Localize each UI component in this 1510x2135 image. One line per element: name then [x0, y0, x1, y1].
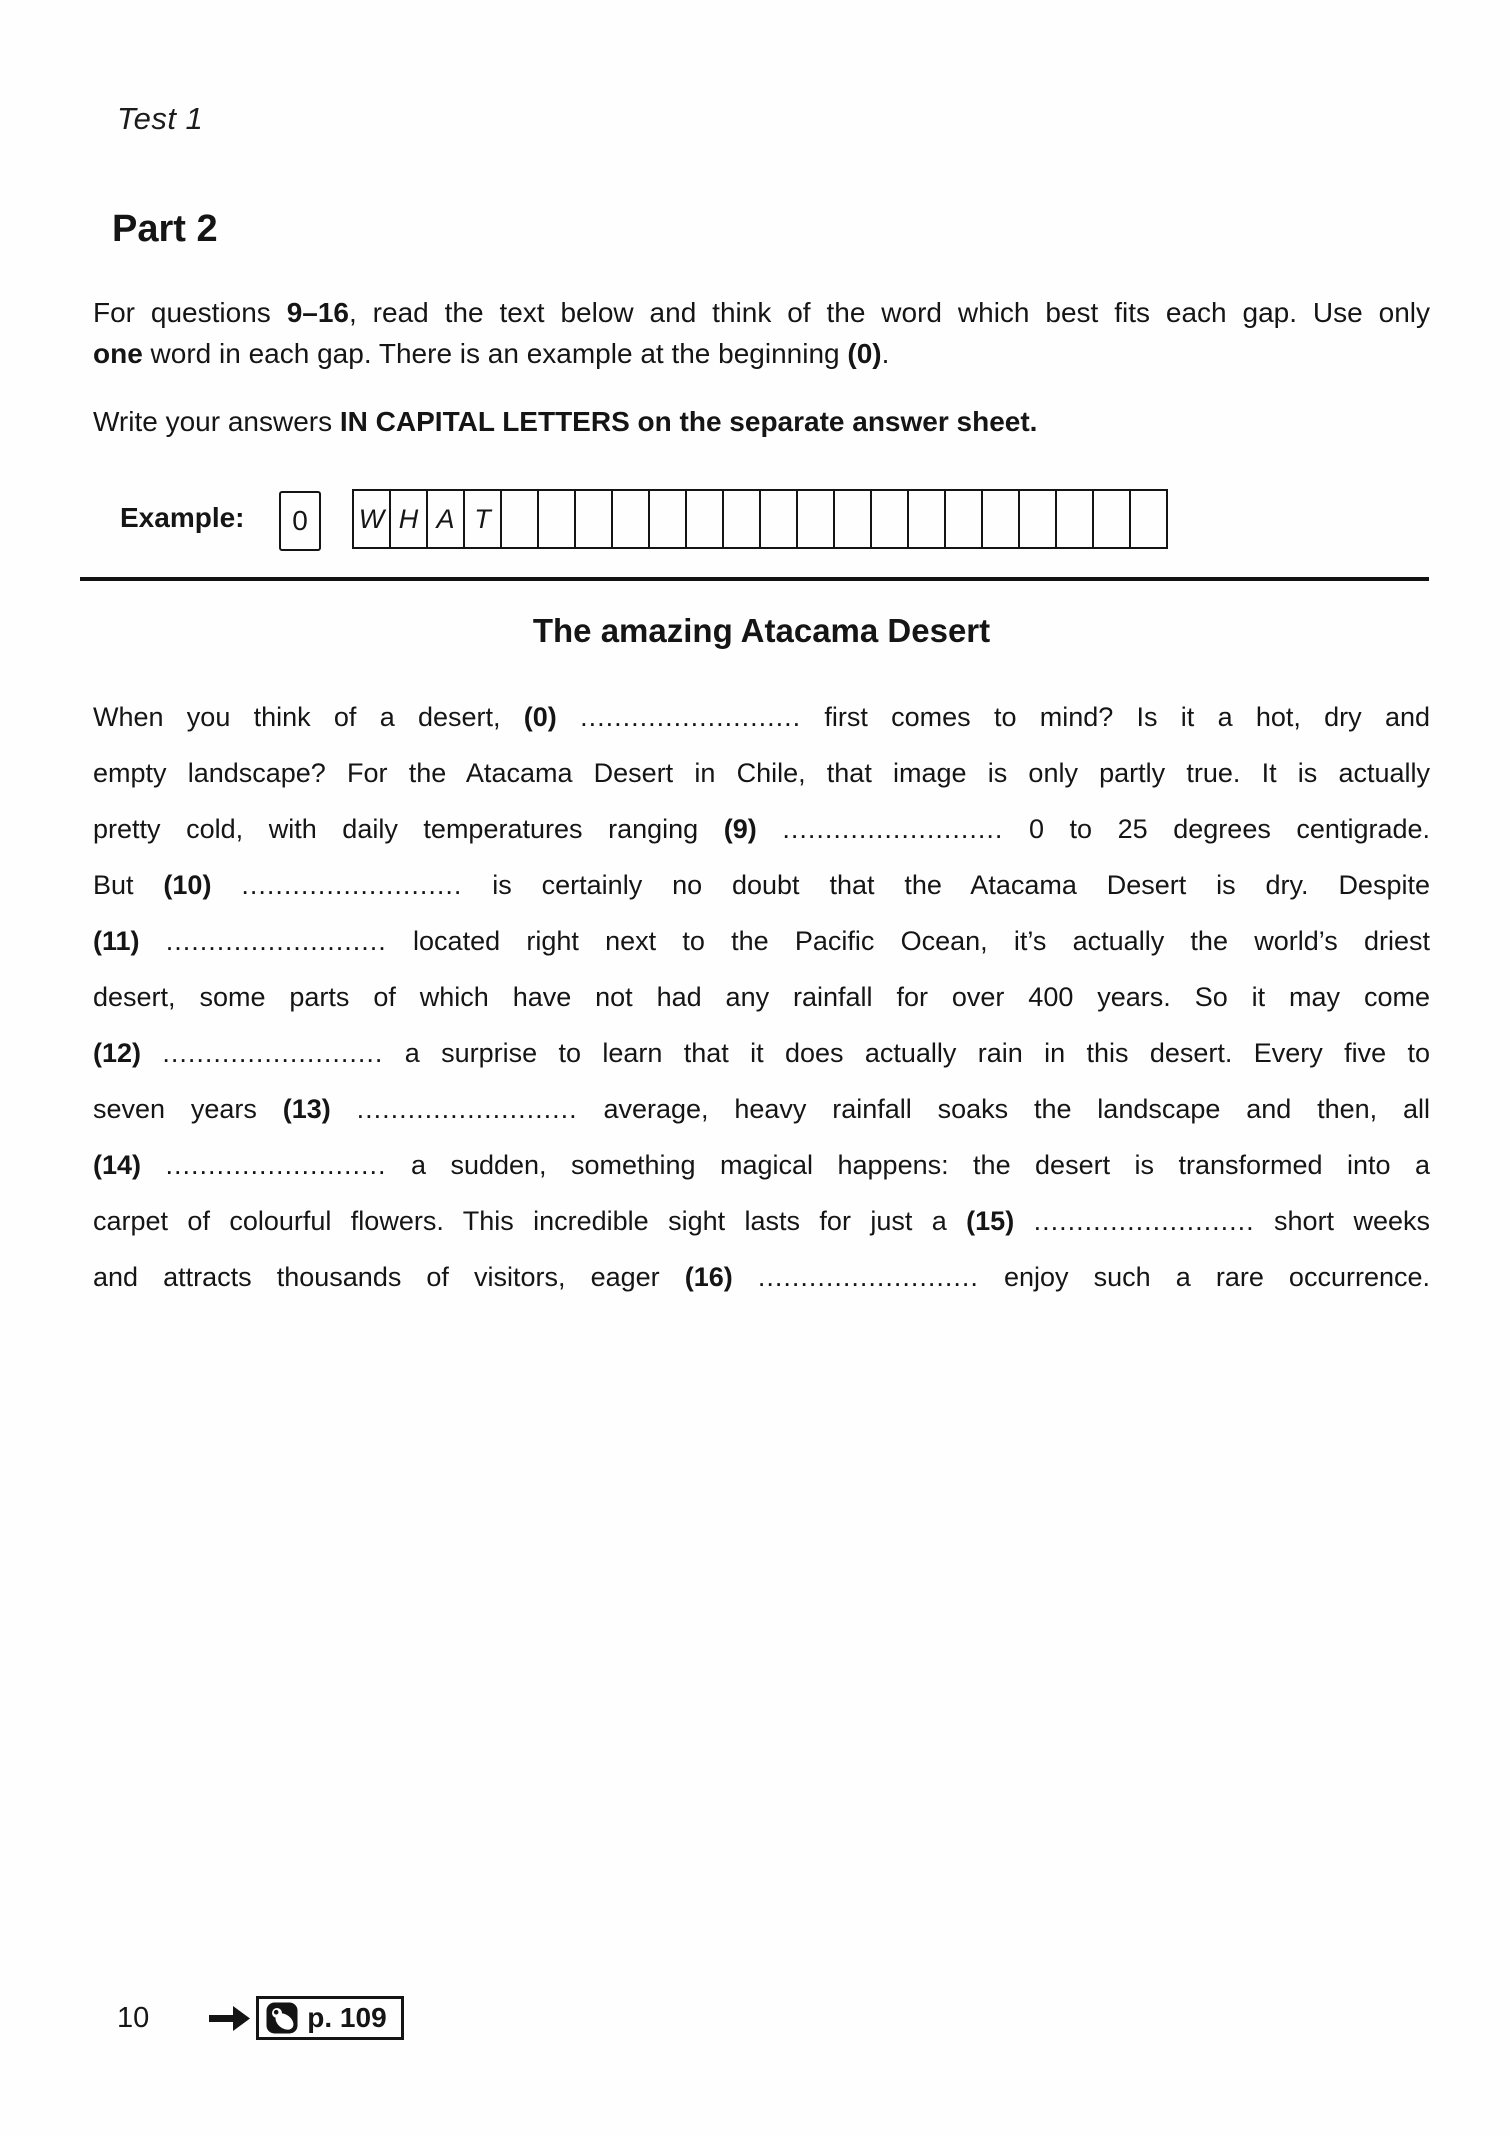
answer-key-reference: [256, 1996, 403, 2040]
answer-grid: [352, 489, 1168, 549]
bold-text: (11): [93, 926, 140, 956]
answer-gap: ..........................: [782, 814, 1004, 844]
answer-gap: ..........................: [1033, 1206, 1255, 1236]
text: Write your answers: [93, 406, 340, 437]
text: [331, 1094, 357, 1124]
text: 0 to 25 degrees centigrade.: [1003, 814, 1430, 844]
instructions-line: [93, 333, 1430, 374]
text: a surprise to learn that it does actually rain in this desert. Every five to: [383, 1038, 1430, 1068]
text: [140, 926, 166, 956]
passage-line: [93, 745, 1430, 801]
bold-text: (13): [282, 1094, 331, 1124]
instructions: [93, 292, 1430, 374]
answer-gap: ..........................: [757, 1262, 979, 1292]
passage-line: [93, 1193, 1430, 1249]
text: For questions: [93, 297, 287, 328]
answer-cell: [537, 489, 576, 549]
text: enjoy such a rare occurrence.: [978, 1262, 1430, 1292]
text: .: [881, 338, 890, 369]
text: [757, 814, 783, 844]
arrow-right-icon: [207, 2004, 251, 2032]
answer-sheet-instruction: [93, 406, 1430, 438]
test-header: Test 1: [117, 101, 204, 136]
answer-cell: [1129, 489, 1168, 549]
page-footer: [117, 1996, 404, 2040]
bold-text: (15): [966, 1206, 1015, 1236]
passage-body: [93, 689, 1430, 1305]
text: average, heavy rainfall soaks the landscape and then, all: [577, 1094, 1430, 1124]
text: carpet of colourful flowers. This incredible sight lasts for just a: [93, 1206, 967, 1236]
answer-cell: H: [389, 489, 428, 549]
bold-text: (9): [723, 814, 757, 844]
example-label: Example:: [120, 502, 245, 533]
passage-line: [93, 969, 1430, 1025]
passage-line: [93, 1025, 1430, 1081]
example-row: [0, 487, 1510, 557]
text: seven years: [93, 1094, 283, 1124]
bold-text: (14): [93, 1150, 142, 1180]
answer-cell: A: [426, 489, 465, 549]
passage-line: [93, 1249, 1430, 1305]
text: [141, 1038, 162, 1068]
example-number-box: 0: [279, 491, 321, 551]
answer-cell: [796, 489, 835, 549]
answer-cell: [500, 489, 539, 549]
bold-text: (16): [684, 1262, 733, 1292]
answer-cell: [1092, 489, 1131, 549]
text: , read the text below and think of the word which best fits each gap. Use only: [348, 297, 1431, 328]
answer-cell: [685, 489, 724, 549]
text: [141, 1150, 165, 1180]
text: [211, 870, 241, 900]
text: When you think of a desert,: [93, 702, 524, 732]
bold-text: (0): [523, 702, 557, 732]
answer-cell: [1018, 489, 1057, 549]
text: [733, 1262, 758, 1292]
answer-cell: [574, 489, 613, 549]
text: first comes to mind? Is it a hot, dry and: [801, 702, 1430, 732]
answer-gap: ..........................: [241, 870, 463, 900]
answer-gap: ..........................: [165, 1150, 387, 1180]
passage-line: [93, 801, 1430, 857]
answer-cell: [833, 489, 872, 549]
text: empty landscape? For the Atacama Desert in Chile, that image is only partly true. It is actually: [93, 758, 1430, 788]
answer-cell: [722, 489, 761, 549]
text: is certainly no doubt that the Atacama Desert is dry. Despite: [462, 870, 1430, 900]
text: located right next to the Pacific Ocean, it’s actually the world’s driest: [386, 926, 1430, 956]
part-title: Part 2: [112, 208, 218, 250]
text: desert, some parts of which have not had any rainfall for over 400 years. So it may come: [93, 982, 1430, 1012]
page-number: 10: [117, 2001, 150, 2034]
bold-text: one: [93, 338, 143, 369]
answer-cell: [759, 489, 798, 549]
bold-text: (12): [93, 1038, 142, 1068]
text: [557, 702, 580, 732]
answer-cell: T: [463, 489, 502, 549]
answer-key-icon: [266, 2002, 298, 2034]
answer-cell: W: [352, 489, 391, 549]
answer-cell: [870, 489, 909, 549]
text: word in each gap. There is an example at the beginning: [142, 338, 848, 369]
answer-cell: [907, 489, 946, 549]
bold-text: (0): [847, 338, 882, 369]
text: and attracts thousands of visitors, eager: [93, 1262, 685, 1292]
answer-gap: ..........................: [580, 702, 802, 732]
answer-gap: ..........................: [356, 1094, 578, 1124]
text: a sudden, something magical happens: the desert is transformed into a: [386, 1150, 1431, 1180]
answer-key-page: p. 109: [307, 2002, 387, 2033]
horizontal-rule: [80, 577, 1429, 581]
answer-gap: ..........................: [165, 926, 387, 956]
bold-text: IN CAPITAL LETTERS on the separate answer sheet.: [339, 406, 1038, 437]
bold-text: (10): [163, 870, 212, 900]
answer-cell: [1055, 489, 1094, 549]
text: pretty cold, with daily temperatures ranging: [93, 814, 724, 844]
passage-title: The amazing Atacama Desert: [532, 612, 991, 649]
answer-gap: ..........................: [162, 1038, 384, 1068]
text: But: [93, 870, 164, 900]
passage-line: [93, 857, 1430, 913]
answer-cell: [648, 489, 687, 549]
bold-text: 9–16: [286, 297, 349, 328]
answer-cell: [981, 489, 1020, 549]
answer-cell: [611, 489, 650, 549]
passage-line: [93, 1081, 1430, 1137]
passage-line: [93, 913, 1430, 969]
text: short weeks: [1254, 1206, 1430, 1236]
text: [1014, 1206, 1033, 1236]
instructions-line: [93, 292, 1430, 333]
passage-line: [93, 689, 1430, 745]
passage-line: [93, 1137, 1430, 1193]
answer-cell: [944, 489, 983, 549]
